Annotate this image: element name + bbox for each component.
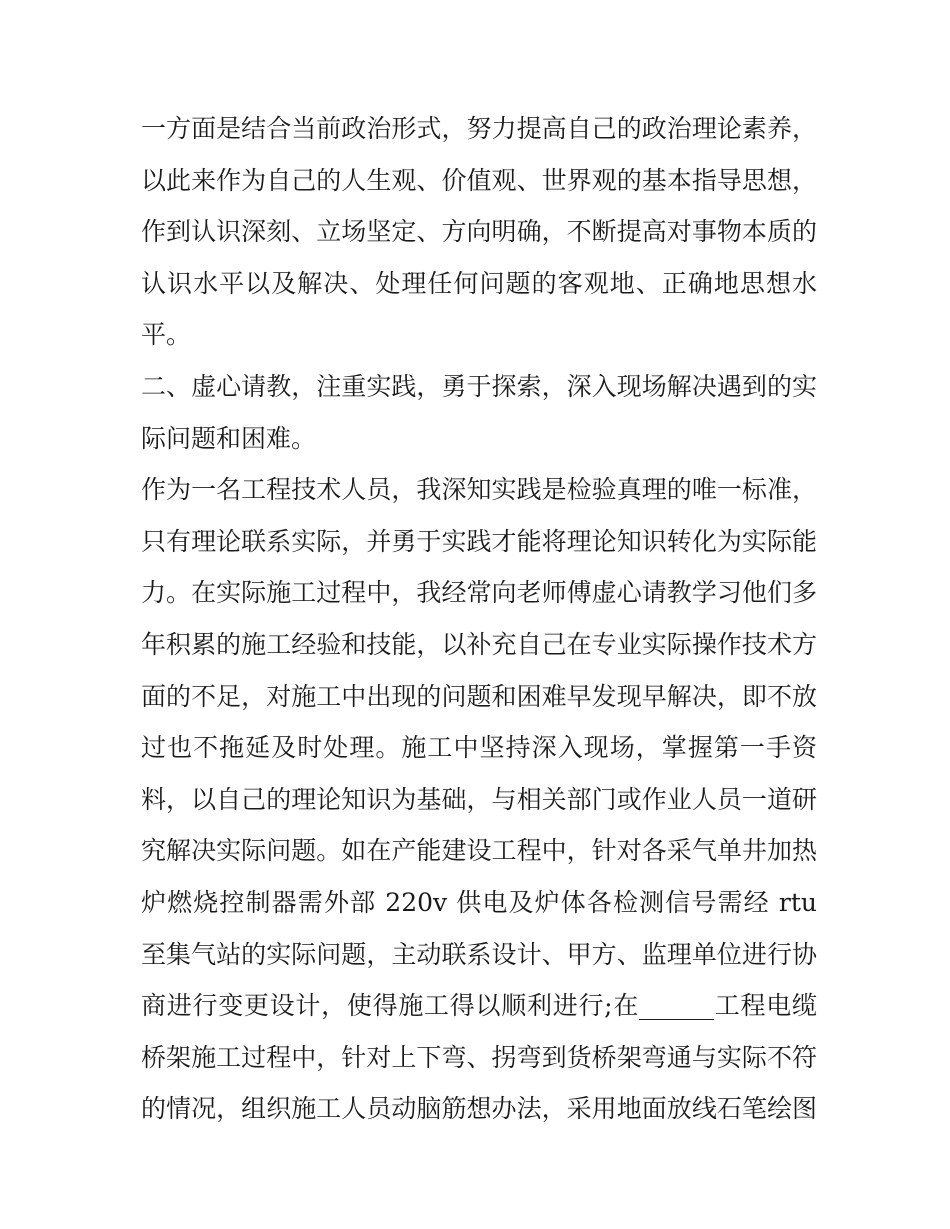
text-line: 作为一名工程技术人员，我深知实践是检验真理的唯一标准，	[141, 475, 817, 505]
text-line: 至集气站的实际问题，主动联系设计、甲方、监理单位进行协	[141, 939, 817, 969]
text-line: 年积累的施工经验和技能，以补充自己在专业实际操作技术方	[141, 629, 817, 659]
text-line: 作到认识深刻、立场坚定、方向明确，不断提高对事物本质的	[141, 217, 817, 247]
text-line: 料，以自己的理论知识为基础，与相关部门或作业人员一道研	[141, 784, 817, 814]
document-body	[141, 103, 817, 1135]
text-line: 究解决实际问题。如在产能建设工程中，针对各采气单井加热	[141, 836, 817, 866]
text-line: 过也不拖延及时处理。施工中坚持深入现场，掌握第一手资	[141, 733, 817, 763]
text-line: 的情况，组织施工人员动脑筋想办法，采用地面放线石笔绘图	[141, 1094, 817, 1124]
text-line: 以此来作为自己的人生观、价值观、世界观的基本指导思想，	[141, 165, 817, 195]
text-line: 平。	[141, 320, 192, 350]
text-line: 一方面是结合当前政治形式，努力提高自己的政治理论素养，	[141, 114, 817, 143]
text-line: 商进行变更设计，使得施工得以顺利进行;在______工程电缆	[141, 991, 817, 1021]
text-line: 炉燃烧控制器需外部 220v 供电及炉体各检测信号需经 rtu	[141, 887, 817, 917]
text-line: 认识水平以及解决、处理任何问题的客观地、正确地思想水	[141, 268, 817, 298]
text-line: 面的不足，对施工中出现的问题和困难早发现早解决，即不放	[141, 681, 817, 711]
text-line: 二、虚心请教，注重实践，勇于探索，深入现场解决遇到的实	[141, 371, 817, 401]
text-line: 桥架施工过程中，针对上下弯、拐弯到货桥架弯通与实际不符	[141, 1042, 817, 1072]
text-line: 力。在实际施工过程中，我经常向老师傅虚心请教学习他们多	[141, 578, 817, 608]
text-line: 际问题和困难。	[141, 423, 317, 453]
text-line: 只有理论联系实际，并勇于实践才能将理论知识转化为实际能	[141, 526, 817, 556]
